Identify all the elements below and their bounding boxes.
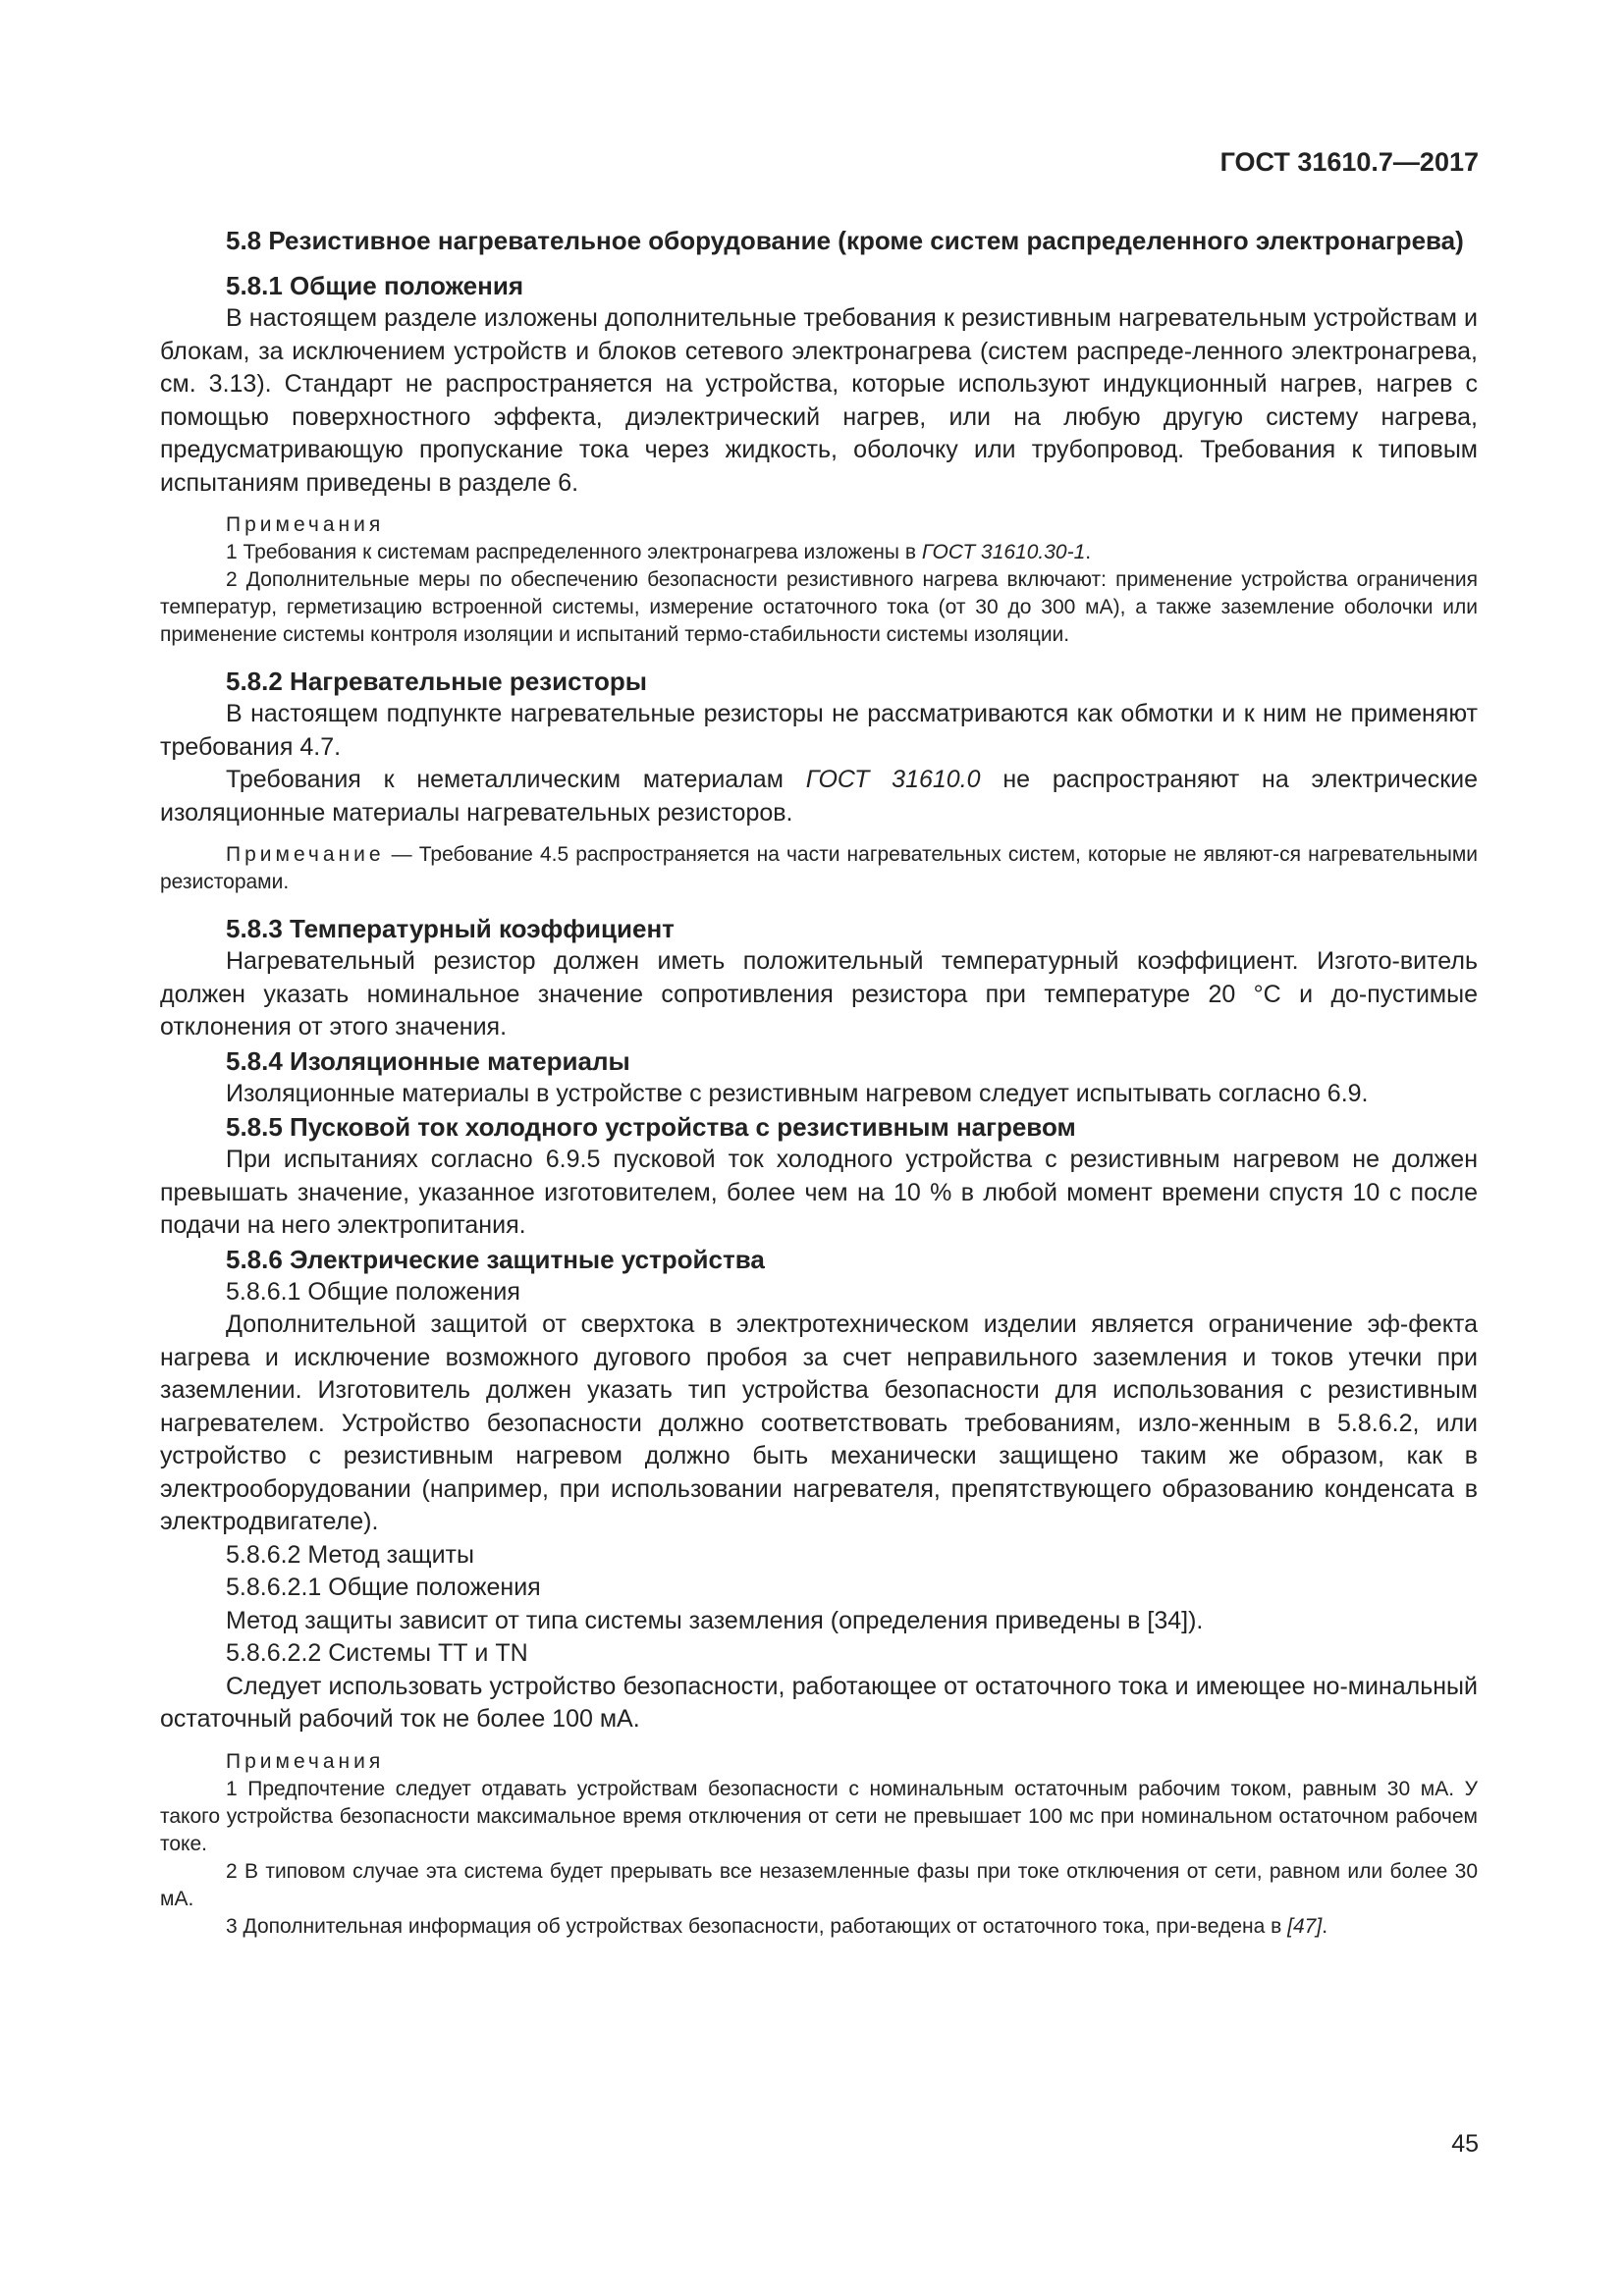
subsection-5-8-6-2-1-title: 5.8.6.2.1 Общие положения xyxy=(226,1574,541,1601)
section-5-8-4-title: 5.8.4 Изоляционные материалы xyxy=(226,1045,630,1076)
note-1-text: 1 Требования к системам распределенного электронагрева изложены в xyxy=(226,541,922,563)
note-2: 2 Дополнительные меры по обеспечению безопасности резистивного нагрева включают: применение устройства ограничения температур, герметизацию встроенной системы, измерение остаточного тока (от 30 до 300 мА), а также заземление оболочки или применение системы контроля изоляции и испытаний термо-стабильности системы изоляции. xyxy=(160,568,1478,646)
note-inline xyxy=(160,841,1478,896)
standard-reference: ГОСТ 31610.0 xyxy=(805,766,981,793)
document-header: ГОСТ 31610.7—2017 xyxy=(1219,147,1479,177)
section-5-8-2-paragraph-2 xyxy=(160,764,1478,829)
section-5-8-2-paragraph-1: В настоящем подпункте нагревательные резисторы не рассматриваются как обмотки и к ним не применяют требования 4.7. xyxy=(160,700,1478,761)
paragraph-text: Требования к неметаллическим материалам xyxy=(226,766,806,793)
note-2-1: 1 Предпочтение следует отдавать устройствам безопасности с номинальным остаточным рабочим током, равным 30 мА. У такого устройства безопасности максимальное время отключения от сети не превышает 100 мс при номинальном остаточном рабочем токе. xyxy=(160,1777,1478,1855)
note-1-end: . xyxy=(1085,541,1092,563)
section-5-8-4-paragraph: Изоляционные материалы в устройстве с резистивным нагревом следует испытывать согласно 6.9. xyxy=(226,1079,1369,1107)
note-2-3-end: . xyxy=(1322,1914,1328,1938)
note-label: Примечание xyxy=(226,843,385,866)
section-5-8-2-title: 5.8.2 Нагревательные резисторы xyxy=(226,667,647,696)
section-5-8-6-title: 5.8.6 Электрические защитные устройства xyxy=(226,1244,765,1274)
section-5-8-5-paragraph: При испытаниях согласно 6.9.5 пусковой ток холодного устройства с резистивным нагревом не должен превышать значение, указанное изготовителем, более чем на 10 % в любой момент времени спустя 10 с после подачи на него электропитания. xyxy=(160,1146,1478,1239)
subsection-5-8-6-1-title: 5.8.6.1 Общие положения xyxy=(226,1277,520,1306)
section-5-8-3-title: 5.8.3 Температурный коэффициент xyxy=(226,914,675,943)
note-1-reference: ГОСТ 31610.30-1 xyxy=(921,541,1086,563)
note-2-2: 2 В типовом случае эта система будет прерывать все незаземленные фазы при токе отключения от сети, равном или более 30 мА. xyxy=(160,1859,1478,1910)
section-5-8-1-title: 5.8.1 Общие положения xyxy=(226,271,523,300)
section-5-8-1-paragraph: В настоящем разделе изложены дополнительные требования к резистивным нагревательным устройствам и блокам, за исключением устройств и блоков сетевого электронагрева (систем распреде-ленного электронагрева, см. 3.13). Стандарт не распространяется на устройства, которые используют индукционный нагрев, нагрев с помощью поверхностного эффекта, диэлектрический нагрев, или на любую другую систему нагрева, предусматривающую пропускание тока через жидкость, оболочку или трубопровод. Требования к типовым испытаниям приведены в разделе 6. xyxy=(160,304,1478,497)
section-5-8-title: 5.8 Резистивное нагревательное оборудование (кроме систем распределенного электронагрева) xyxy=(226,226,1464,255)
section-5-8-6-2-1-paragraph: Метод защиты зависит от типа системы заземления (определения приведены в [34]). xyxy=(226,1606,1204,1634)
section-5-8-6-1-paragraph: Дополнительной защитой от сверхтока в электротехническом изделии является ограничение эф-фекта нагрева и исключение возможного дугового пробоя за счет неправильного заземления и токов утечки при заземлении. Изготовитель должен указать тип устройства безопасности для использования с резистивным нагревателем. Устройство безопасности должно соответствовать требованиям, изло-женным в 5.8.6.2, или устройство с резистивным нагревом должно быть механически защищено таким же образом, как в электрооборудовании (например, при использовании нагревателя, препятствующего образованию конденсата в электродвигателе). xyxy=(160,1310,1478,1535)
section-5-8-3-paragraph: Нагревательный резистор должен иметь положительный температурный коэффициент. Изгото-витель должен указать номинальное значение сопротивления резистора при температуре 20 °С и до-пустимые отклонения от этого значения. xyxy=(160,947,1478,1041)
section-5-8-5-title: 5.8.5 Пусковой ток холодного устройства с резистивным нагревом xyxy=(226,1112,1076,1142)
note-2-3 xyxy=(160,1913,1478,1941)
notes-title-2: Примечания xyxy=(226,1749,385,1773)
subsection-5-8-6-2-2-title: 5.8.6.2.2 Системы ТТ и TN xyxy=(226,1639,528,1667)
paragraph-text-end: не распространяют на электрические изоляционные материалы нагревательных резисторов. xyxy=(160,766,1478,827)
note-text: — Требование 4.5 распространяется на части нагревательных систем, которые не являют-ся нагревательными резисторами. xyxy=(160,843,1478,893)
note-2-3-text: 3 Дополнительная информация об устройствах безопасности, работающих от остаточного тока, при-ведена в xyxy=(226,1914,1288,1938)
note-1 xyxy=(160,539,1478,566)
bibliography-reference: [47] xyxy=(1287,1914,1323,1938)
page-number: 45 xyxy=(1451,2130,1479,2158)
section-5-8-6-2-2-paragraph: Следует использовать устройство безопасности, работающее от остаточного тока и имеющее но-минальный остаточный рабочий ток не более 100 мА. xyxy=(160,1672,1478,1733)
subsection-5-8-6-2-title: 5.8.6.2 Метод защиты xyxy=(226,1540,474,1569)
notes-title: Примечания xyxy=(226,513,385,536)
document-body xyxy=(160,224,1478,1941)
